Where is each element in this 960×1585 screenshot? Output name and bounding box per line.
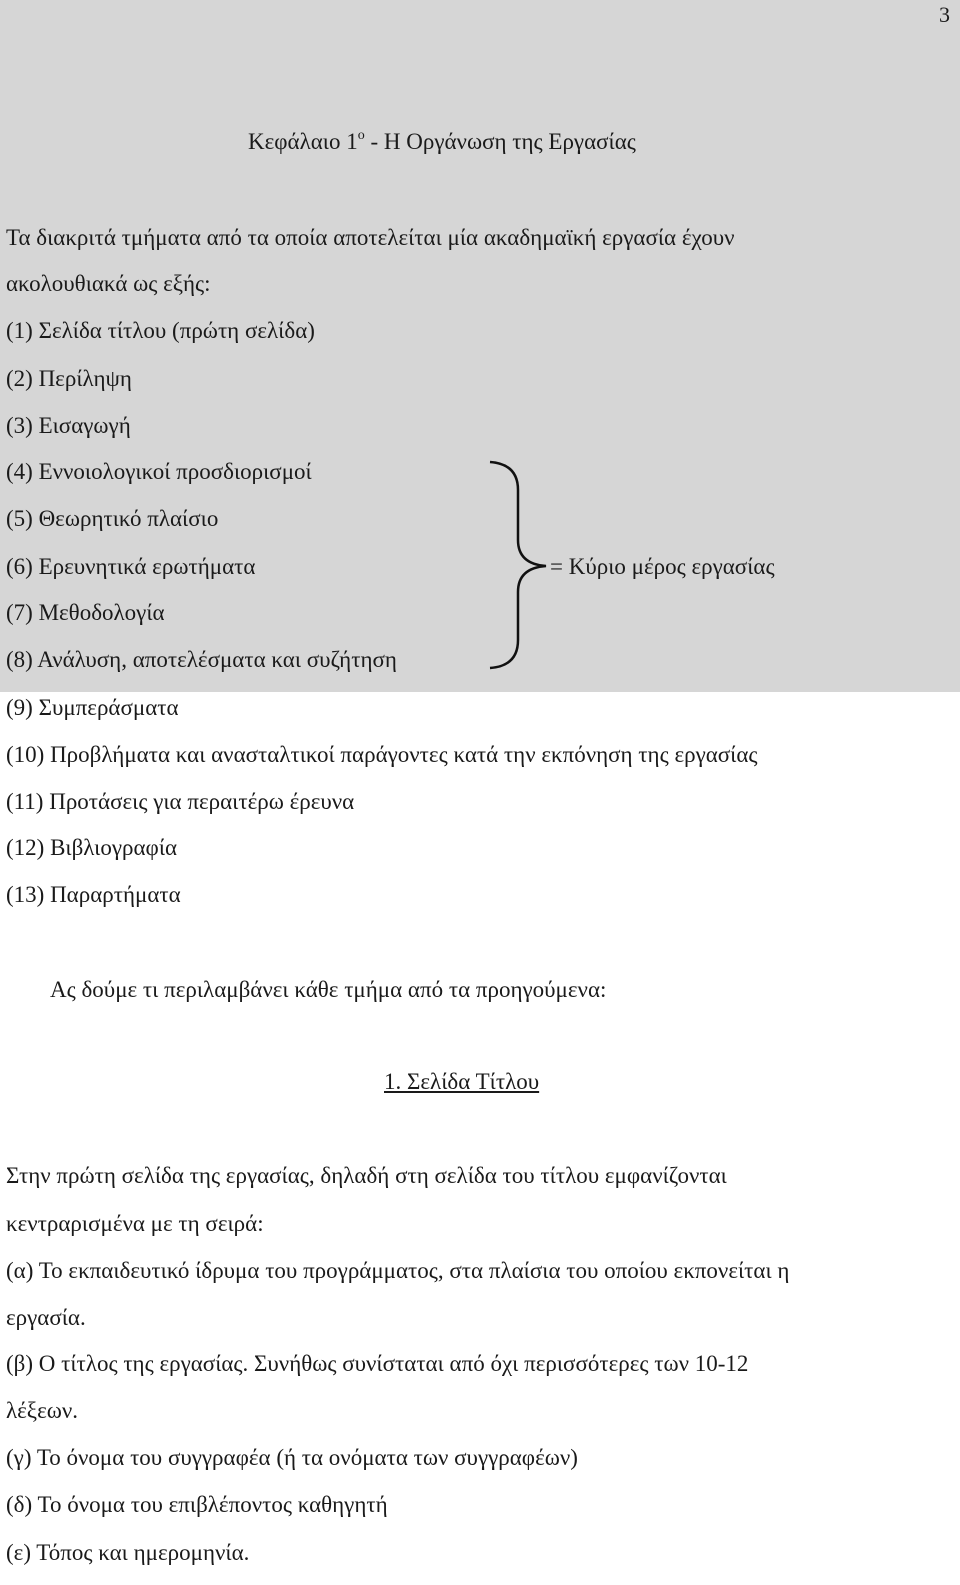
section-line: (α) Το εκπαιδευτικό ίδρυμα του προγράμματος, στα πλαίσια του οποίου εκπονείται η — [6, 1258, 790, 1283]
right-brace-icon — [488, 460, 548, 670]
chapter-title — [248, 128, 636, 155]
section-line: κεντραρισμένα με τη σειρά: — [6, 1211, 264, 1236]
list-item: (8) Ανάλυση, αποτελέσματα και συζήτηση — [6, 647, 397, 672]
section-line: Στην πρώτη σελίδα της εργασίας, δηλαδή στη σελίδα του τίτλου εμφανίζονται — [6, 1163, 727, 1188]
list-item: (13) Παραρτήματα — [6, 882, 181, 907]
list-item: (1) Σελίδα τίτλου (πρώτη σελίδα) — [6, 318, 315, 343]
section-line: εργασία. — [6, 1305, 86, 1330]
list-item: (9) Συμπεράσματα — [6, 695, 179, 720]
intro-line-1: Τα διακριτά τμήματα από τα οποία αποτελείται μία ακαδημαϊκή εργασία έχουν — [6, 225, 735, 250]
list-item: (3) Εισαγωγή — [6, 413, 131, 438]
section-line: (δ) Το όνομα του επιβλέποντος καθηγητή — [6, 1492, 388, 1517]
section-heading: 1. Σελίδα Τίτλου — [384, 1069, 540, 1094]
list-item: (6) Ερευνητικά ερωτήματα — [6, 554, 256, 579]
highlight-band — [0, 0, 960, 692]
section-line: λέξεων. — [6, 1398, 79, 1423]
chapter-title-end: - Η Οργάνωση της Εργασίας — [364, 129, 636, 154]
list-item: (11) Προτάσεις για περαιτέρω έρευνα — [6, 789, 355, 814]
list-item: (7) Μεθοδολογία — [6, 600, 165, 625]
intro-line-2: ακολουθιακά ως εξής: — [6, 271, 211, 296]
chapter-title-superscript: ο — [357, 128, 365, 143]
brace-label: = Κύριο μέρος εργασίας — [550, 554, 775, 579]
chapter-title-start: Κεφάλαιο 1 — [248, 129, 358, 154]
list-item: (10) Προβλήματα και ανασταλτικοί παράγοντες κατά την εκπόνηση της εργασίας — [6, 742, 758, 767]
list-item: (4) Εννοιολογικοί προσδιορισμοί — [6, 459, 312, 484]
section-line: (γ) Το όνομα του συγγραφέα (ή τα ονόματα των συγγραφέων) — [6, 1445, 578, 1470]
lead-in-text: Ας δούμε τι περιλαμβάνει κάθε τμήμα από τα προηγούμενα: — [50, 977, 607, 1002]
list-item: (5) Θεωρητικό πλαίσιο — [6, 506, 219, 531]
page-number: 3 — [939, 2, 950, 27]
section-line: (β) Ο τίτλος της εργασίας. Συνήθως συνίσταται από όχι περισσότερες των 10-12 — [6, 1351, 749, 1376]
list-item: (12) Βιβλιογραφία — [6, 835, 178, 860]
section-line: (ε) Τόπος και ημερομηνία. — [6, 1540, 250, 1565]
list-item: (2) Περίληψη — [6, 366, 132, 391]
